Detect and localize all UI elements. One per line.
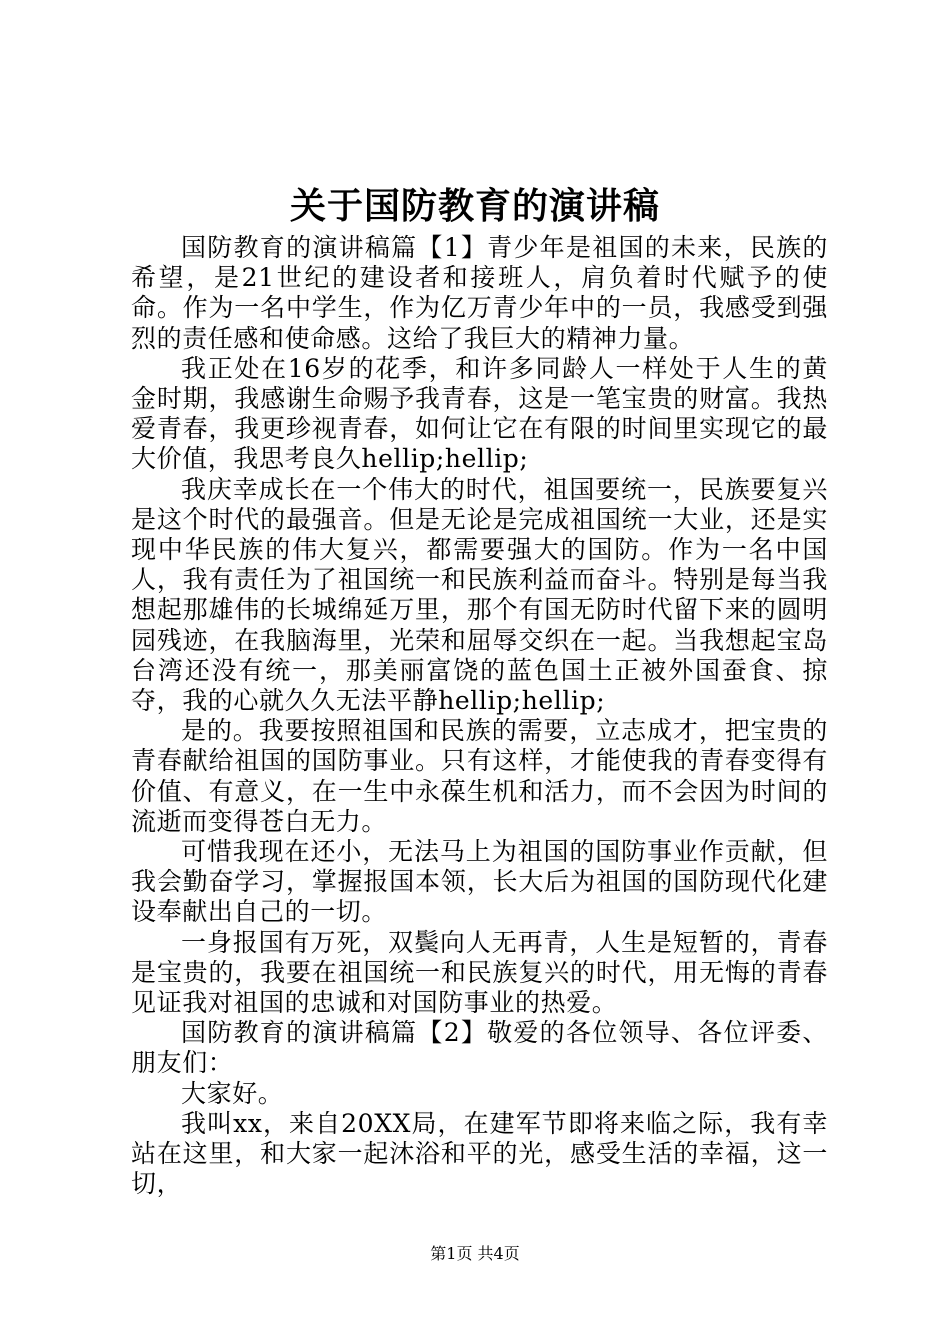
document-body [131,233,828,1200]
paragraph: 一身报国有万死，双鬓向人无再青，人生是短暂的，青春是宝贵的，我要在祖国统一和民族复兴的时代，用无悔的青春见证我对祖国的忠诚和对国防事业的热爱。 [131,927,828,1018]
paragraph: 我正处在16岁的花季，和许多同龄人一样处于人生的黄金时期，我感谢生命赐予我青春，这是一笔宝贵的财富。我热爱青春，我更珍视青春，如何让它在有限的时间里实现它的最大价值，我思考良久hellip;hellip; [131,353,828,474]
paragraph: 国防教育的演讲稿篇【1】青少年是祖国的未来，民族的希望，是21世纪的建设者和接班人，肩负着时代赋予的使命。作为一名中学生，作为亿万青少年中的一员，我感受到强烈的责任感和使命感。这给了我巨大的精神力量。 [131,233,828,353]
paragraph: 可惜我现在还小，无法马上为祖国的国防事业作贡献，但我会勤奋学习，掌握报国本领，长大后为祖国的国防现代化建设奉献出自己的一切。 [131,837,828,927]
paragraph: 我庆幸成长在一个伟大的时代，祖国要统一，民族要复兴是这个时代的最强音。但是无论是完成祖国统一大业，还是实现中华民族的伟大复兴，都需要强大的国防。作为一名中国人，我有责任为了祖国统一和民族利益而奋斗。特别是每当我想起那雄伟的长城绵延万里，那个有国无防时代留下来的圆明园残迹，在我脑海里，光荣和屈辱交织在一起。当我想起宝岛台湾还没有统一，那美丽富饶的蓝色国土正被外国蚕食、掠夺，我的心就久久无法平静hellip;hellip; [131,474,828,716]
paragraph: 是的。我要按照祖国和民族的需要，立志成才，把宝贵的青春献给祖国的国防事业。只有这样，才能使我的青春变得有价值、有意义，在一生中永葆生机和活力，而不会因为时间的流逝而变得苍白无力。 [131,716,828,836]
page-footer: 第1页 共4页 [430,1244,520,1263]
paragraph: 大家好。 [181,1078,284,1108]
document-title: 关于国防教育的演讲稿 [289,186,660,227]
paragraph: 我叫xx，来自20XX局，在建军节即将来临之际，我有幸站在这里，和大家一起沐浴和平的光，感受生活的幸福，这一切， [131,1108,828,1199]
paragraph: 国防教育的演讲稿篇【2】敬爱的各位领导、各位评委、朋友们： [131,1018,828,1078]
